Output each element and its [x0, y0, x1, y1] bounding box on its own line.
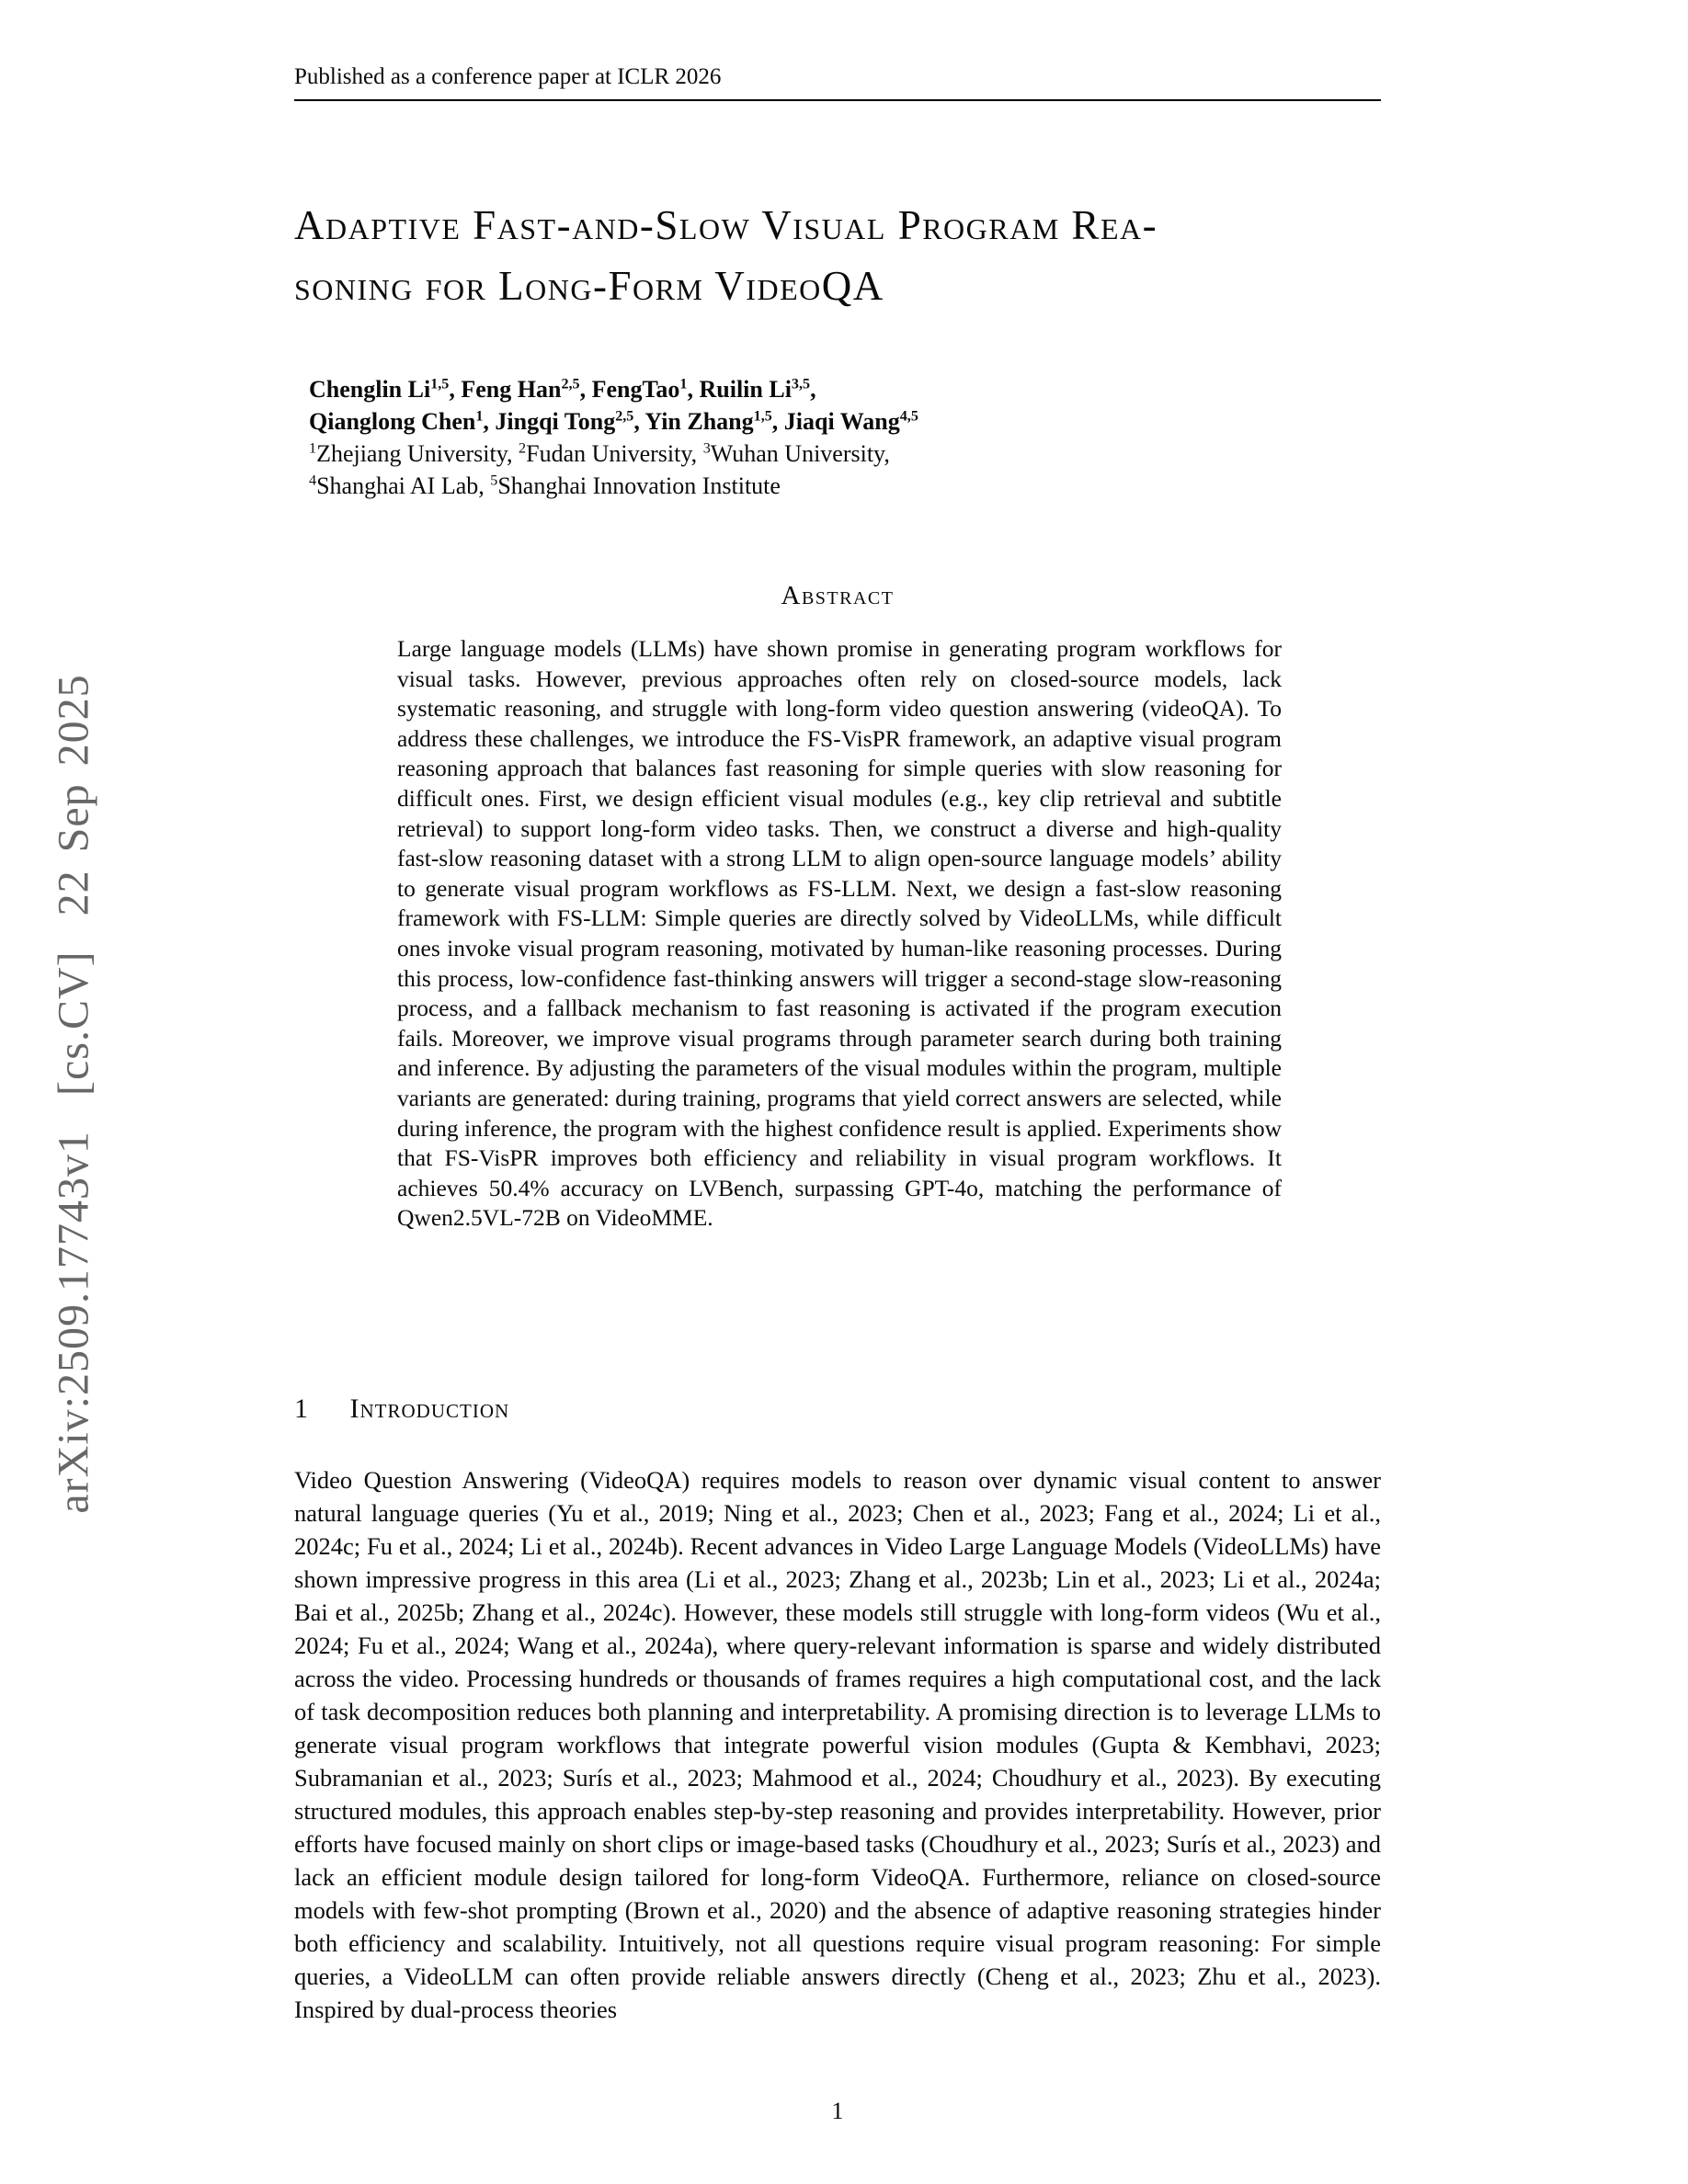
affiliation-line-1: $^1$Zhejiang University, $^2$Fudan University, $^3$Wuhan University,	[309, 440, 890, 467]
section-heading-introduction	[294, 1393, 509, 1425]
section-number: 1	[294, 1393, 308, 1424]
author-line-2: Qianglong Chen$^1$, Jingqi Tong$^{2,5}$, Yin Zhang$^{1,5}$, Jiaqi Wang$^{4,5}$	[309, 408, 918, 435]
section-title: Introduction	[349, 1393, 510, 1424]
header-rule	[294, 99, 1381, 101]
introduction-paragraph: Video Question Answering (VideoQA) requires models to reason over dynamic visual content to answer natural language queries (Yu et al., 2019; Ning et al., 2023; Chen et al., 2023; Fang et al., 2024; Li et al., 2024c; Fu et al., 2024; Li et al., 2024b). Recent advances in Video Large Language Models (VideoLLMs) have shown impressive progress in this area (Li et al., 2023; Zhang et al., 2023b; Lin et al., 2023; Li et al., 2024a; Bai et al., 2025b; Zhang et al., 2024c). However, these models still struggle with long-form videos (Wu et al., 2024; Fu et al., 2024; Wang et al., 2024a), where query-relevant information is sparse and widely distributed across the video. Processing hundreds or thousands of frames requires a high computational cost, and the lack of task decomposition reduces both planning and interpretability. A promising direction is to leverage LLMs to generate visual program workflows that integrate powerful vision modules (Gupta & Kembhavi, 2023; Subramanian et al., 2023; Surís et al., 2023; Mahmood et al., 2024; Choudhury et al., 2023). By executing structured modules, this approach enables step-by-step reasoning and provides interpretability. However, prior efforts have focused mainly on short clips or image-based tasks (Choudhury et al., 2023; Surís et al., 2023) and lack an efficient module design tailored for long-form VideoQA. Furthermore, reliance on closed-source models with few-shot prompting (Brown et al., 2020) and the absence of adaptive reasoning strategies hinder both efficiency and scalability. Intuitively, not all questions require visual program reasoning: For simple queries, a VideoLLM can often provide reliable answers directly (Cheng et al., 2023; Zhu et al., 2023). Inspired by dual-process theories	[294, 1466, 1381, 2023]
paper-title	[294, 195, 1407, 316]
authors-block	[309, 373, 918, 502]
running-header: Published as a conference paper at ICLR 2026	[294, 64, 722, 89]
affiliation-line-2: $^4$Shanghai AI Lab, $^5$Shanghai Innovation Institute	[309, 472, 781, 499]
page-number: 1	[831, 2098, 844, 2124]
paper-title-line-1: Adaptive Fast-and-Slow Visual Program Rea-	[294, 202, 1158, 248]
paper-title-line-2: soning for Long-Form VideoQA	[294, 263, 884, 309]
abstract-text: Large language models (LLMs) have shown promise in generating program workflows for visual tasks. However, previous approaches often rely on closed-source models, lack systematic reasoning, and struggle with long-form video question answering (videoQA). To address these challenges, we introduce the FS-VisPR framework, an adaptive visual program reasoning approach that balances fast reasoning for simple queries with slow reasoning for difficult ones. First, we design efficient visual modules (e.g., key clip retrieval and subtitle retrieval) to support long-form video tasks. Then, we construct a diverse and high-quality fast-slow reasoning dataset with a strong LLM to align open-source language models’ ability to generate visual program workflows as FS-LLM. Next, we design a fast-slow reasoning framework with FS-LLM: Simple queries are directly solved by VideoLLMs, while difficult ones invoke visual program reasoning, motivated by human-like reasoning processes. During this process, low-confidence fast-thinking answers will trigger a second-stage slow-reasoning process, and a fallback mechanism to fast reasoning is activated if the program execution fails. Moreover, we improve visual programs through parameter search during both training and inference. By adjusting the parameters of the visual modules within the program, multiple variants are generated: during training, programs that yield correct answers are selected, while during inference, the program with the highest confidence result is applied. Experiments show that FS-VisPR improves both efficiency and reliability in visual program workflows. It achieves 50.4% accuracy on LVBench, surpassing GPT-4o, matching the performance of Qwen2.5VL-72B on VideoMME.	[397, 635, 1282, 1232]
arxiv-stamp: arXiv:2509.17743v1 [cs.CV] 22 Sep 2025	[49, 674, 98, 1514]
author-line-1: Chenglin Li$^{1,5}$, Feng Han$^{2,5}$, FengTao$^1$, Ruilin Li$^{3,5}$,	[309, 376, 816, 403]
abstract-heading: Abstract	[781, 581, 895, 610]
